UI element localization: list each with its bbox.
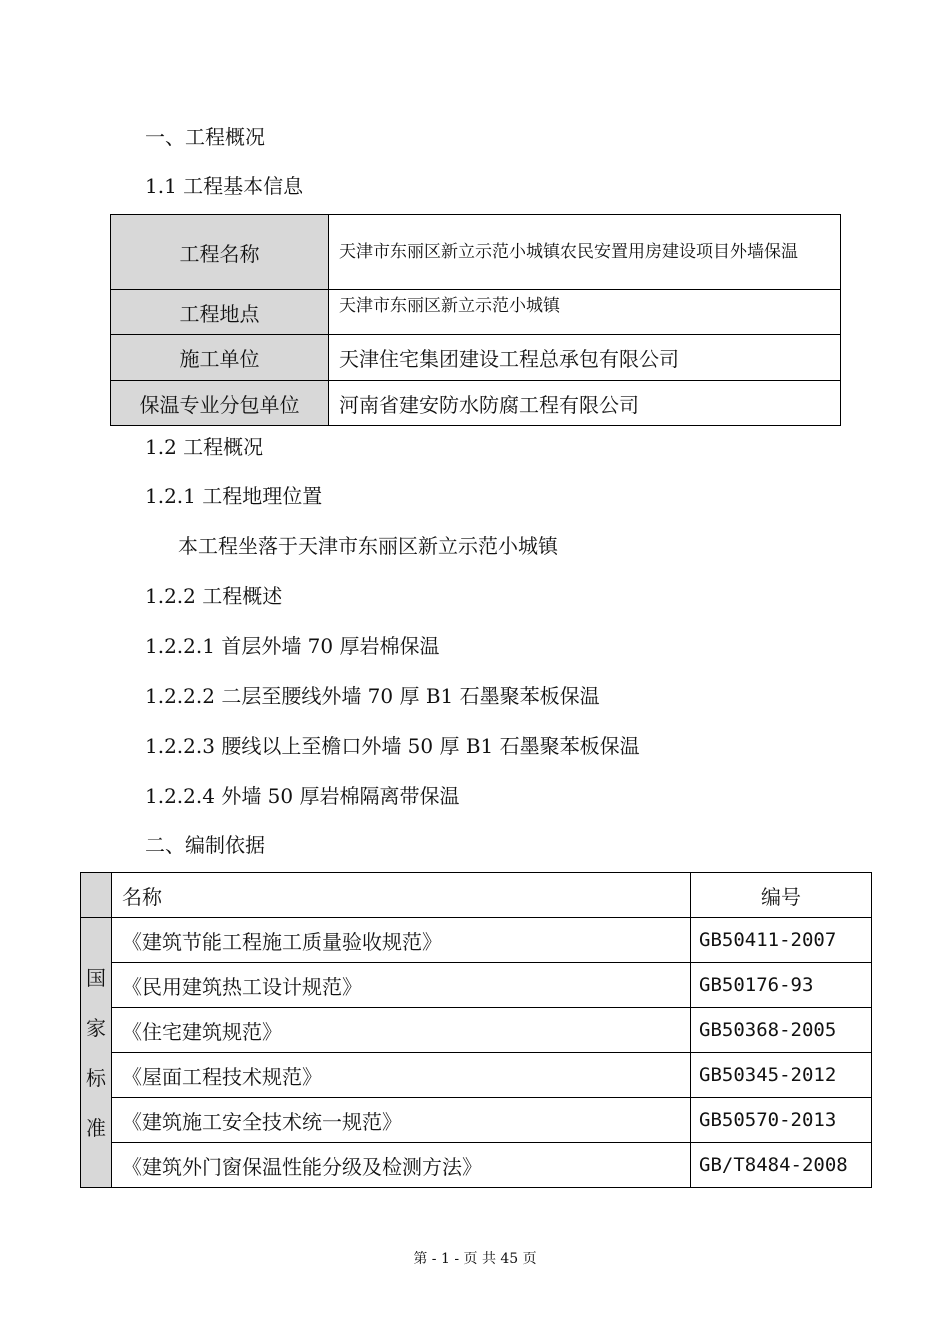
standard-name: 《建筑节能工程施工质量验收规范》: [112, 918, 691, 963]
column-header-code: 编号: [691, 873, 872, 918]
project-info-table: [110, 214, 841, 426]
info-value: 天津住宅集团建设工程总承包有限公司: [329, 335, 841, 381]
table-row: [81, 1053, 872, 1098]
category-header-cell: [81, 873, 112, 918]
table-row: [111, 381, 841, 426]
section-1-2-1-title: 1.2.1 工程地理位置: [145, 484, 323, 508]
info-value: 河南省建安防水防腐工程有限公司: [329, 381, 841, 426]
standard-name: 《住宅建筑规范》: [112, 1008, 691, 1053]
table-row: [81, 918, 872, 963]
info-value: 天津市东丽区新立示范小城镇农民安置用房建设项目外墙保温: [329, 215, 841, 290]
table-row: [81, 1143, 872, 1188]
section-1-2-title: 1.2 工程概况: [145, 435, 264, 459]
overview-item: 1.2.2.1 首层外墙 70 厚岩棉保温: [145, 634, 440, 658]
table-header-row: [81, 873, 872, 918]
standard-name: 《民用建筑热工设计规范》: [112, 963, 691, 1008]
standard-name: 《屋面工程技术规范》: [112, 1053, 691, 1098]
info-value: 天津市东丽区新立示范小城镇: [329, 290, 841, 335]
section-1-2-2-title: 1.2.2 工程概述: [145, 584, 283, 608]
standard-code: GB/T8484-2008: [691, 1143, 872, 1188]
section-1-1-title: 1.1 工程基本信息: [145, 174, 304, 198]
heading-basis: 二、编制依据: [145, 833, 265, 857]
table-row: [81, 963, 872, 1008]
standard-code: GB50368-2005: [691, 1008, 872, 1053]
info-label: 施工单位: [111, 335, 329, 381]
info-label: 工程名称: [111, 215, 329, 290]
table-row: [81, 1098, 872, 1143]
page-footer: 第 - 1 - 页 共 45 页: [413, 1251, 537, 1267]
standard-code: GB50570-2013: [691, 1098, 872, 1143]
standard-code: GB50411-2007: [691, 918, 872, 963]
standard-code: GB50345-2012: [691, 1053, 872, 1098]
info-label: 保温专业分包单位: [111, 381, 329, 426]
category-national-standard: [81, 918, 112, 1188]
table-row: [111, 335, 841, 381]
overview-item: 1.2.2.4 外墙 50 厚岩棉隔离带保温: [145, 784, 460, 808]
standard-name: 《建筑施工安全技术统一规范》: [112, 1098, 691, 1143]
heading-project-overview: 一、工程概况: [145, 125, 265, 149]
standard-name: 《建筑外门窗保温性能分级及检测方法》: [112, 1143, 691, 1188]
column-header-name: 名称: [112, 873, 691, 918]
category-char: 国: [86, 965, 106, 990]
table-row: [111, 215, 841, 290]
standards-table: [80, 872, 872, 1188]
table-row: [81, 1008, 872, 1053]
category-char: 准: [86, 1115, 106, 1140]
overview-item: 1.2.2.2 二层至腰线外墙 70 厚 B1 石墨聚苯板保温: [145, 684, 600, 708]
standard-code: GB50176-93: [691, 963, 872, 1008]
category-char: 标: [86, 1065, 106, 1090]
overview-item: 1.2.2.3 腰线以上至檐口外墙 50 厚 B1 石墨聚苯板保温: [145, 734, 640, 758]
table-row: [111, 290, 841, 335]
category-char: 家: [86, 1015, 106, 1040]
info-label: 工程地点: [111, 290, 329, 335]
location-paragraph: 本工程坐落于天津市东丽区新立示范小城镇: [178, 534, 558, 558]
